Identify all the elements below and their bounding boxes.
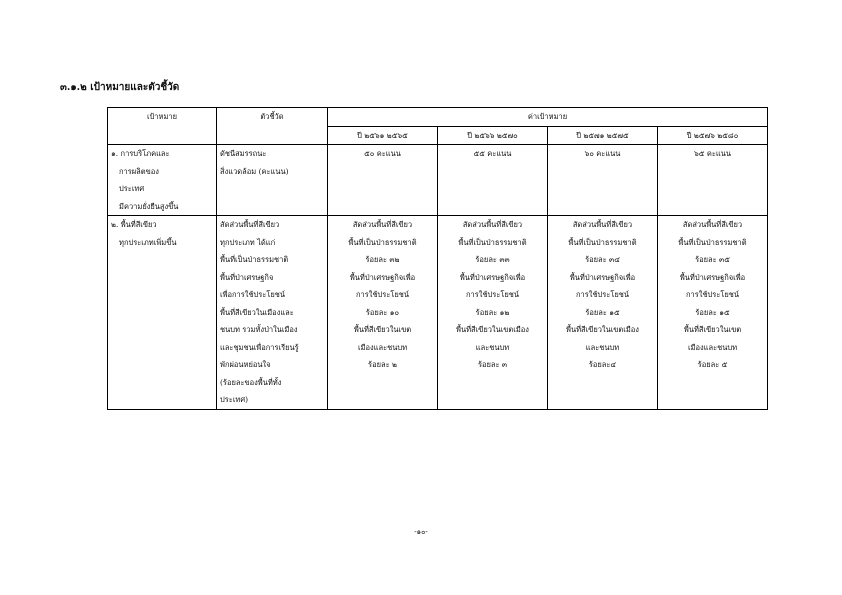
target-line: เมืองและชนบท <box>687 342 738 352</box>
indicator-line: ดัชนีสมรรถนะ <box>220 149 267 158</box>
target-cell <box>548 216 658 410</box>
indicator-line: (ร้อยละของพื้นที่ทั้ง <box>220 377 282 387</box>
target-cell <box>328 145 438 216</box>
goal-line: ทุกประเภทเพิ่มขึ้น <box>119 237 177 247</box>
target-line: สัดส่วนพื้นที่สีเขียว <box>352 220 413 229</box>
header-target-value: ค่าเป้าหมาย <box>328 108 768 127</box>
goal-line: มีความยั่งยืนสูงขึ้น <box>119 201 179 211</box>
indicator-line: ชนบท รวมทั้งป่าในเมือง <box>220 325 298 334</box>
target-line: ร้อยละ ๑๒ <box>475 307 510 317</box>
indicator-line: พื้นที่เป็นป่าธรรมชาติ <box>220 255 289 264</box>
goal-line: ประเทศ <box>119 184 145 193</box>
target-cell <box>658 216 768 410</box>
target-line: ร้อยละ ๓๒ <box>365 255 400 264</box>
target-line: ร้อยละ ๓ <box>477 360 508 369</box>
indicator-line: เพื่อการใช้ประโยชน์ <box>220 290 286 299</box>
table-row <box>108 216 768 410</box>
target-line: ๕๐ คะแนน <box>364 149 401 158</box>
target-line: และชนบท <box>475 342 510 352</box>
header-goal: เป้าหมาย <box>108 108 217 145</box>
target-line: พื้นที่ป่าเศรษฐกิจเพื่อ <box>459 272 526 282</box>
table-row <box>108 145 768 216</box>
target-line: สัดส่วนพื้นที่สีเขียว <box>572 220 633 229</box>
target-line: พื้นที่ป่าเศรษฐกิจเพื่อ <box>569 272 636 282</box>
header-period-3: ปี ๒๕๗๑ ๒๕๗๕ <box>548 126 658 145</box>
target-line: การใช้ประโยชน์ <box>576 290 629 299</box>
target-line: เมืองและชนบท <box>357 342 408 352</box>
goal-line: ๑. การบริโภคและ <box>111 149 170 158</box>
indicator-line: และชุมชนเพื่อการเรียนรู้ <box>220 342 299 352</box>
target-line: พื้นที่เป็นป่าธรรมชาติ <box>568 237 637 247</box>
target-line: สัดส่วนพื้นที่สีเขียว <box>462 220 523 229</box>
indicator-line: สิ่งแวดล้อม (คะแนน) <box>220 166 289 176</box>
target-cell <box>328 216 438 410</box>
section-heading: ๓.๑.๒ เป้าหมายและตัวชี้วัด <box>60 82 180 93</box>
target-line: พื้นที่สีเขียวในเขตเมือง <box>566 325 639 334</box>
target-line: ร้อยละ ๑๐ <box>365 307 400 317</box>
target-line: ๖๕ คะแนน <box>694 149 731 158</box>
target-line: พื้นที่สีเขียวในเขต <box>353 325 412 334</box>
header-period-4: ปี ๒๕๗๖ ๒๕๘๐ <box>658 126 768 145</box>
goals-indicators-table <box>107 107 768 410</box>
target-line: ร้อยละ ๓๕ <box>695 255 730 264</box>
target-line: พื้นที่เป็นป่าธรรมชาติ <box>348 237 417 247</box>
indicator-line: พักผ่อนหย่อนใจ <box>220 360 271 369</box>
target-cell <box>658 145 768 216</box>
target-line: ร้อยละ ๑๕ <box>695 307 730 317</box>
goal-cell <box>108 216 217 410</box>
goal-cell <box>108 145 217 216</box>
target-line: สัดส่วนพื้นที่สีเขียว <box>682 220 743 229</box>
indicator-line: พื้นที่ป่าเศรษฐกิจ <box>220 272 274 282</box>
target-line: พื้นที่สีเขียวในเขต <box>683 325 742 334</box>
target-line: ร้อยละ ๓๓ <box>475 255 510 264</box>
target-line: ร้อยละ๔ <box>588 360 617 369</box>
indicator-cell <box>217 145 328 216</box>
target-line: ร้อยละ ๒ <box>368 360 397 369</box>
target-line: ร้อยละ ๓๔ <box>585 255 620 264</box>
target-line: พื้นที่ป่าเศรษฐกิจเพื่อ <box>679 272 746 282</box>
target-line: การใช้ประโยชน์ <box>356 290 409 299</box>
target-line: และชนบท <box>585 342 620 352</box>
target-line: ๕๕ คะแนน <box>473 149 512 158</box>
indicator-cell <box>217 216 328 410</box>
goal-line: ๒. พื้นที่สีเขียว <box>111 220 157 229</box>
target-line: พื้นที่เป็นป่าธรรมชาติ <box>458 237 527 247</box>
goal-line: การผลิตของ <box>119 166 159 176</box>
indicator-line: ทุกประเภท ได้แก่ <box>220 237 276 247</box>
target-line: ร้อยละ ๕ <box>697 360 728 369</box>
target-cell <box>438 216 548 410</box>
target-line: การใช้ประโยชน์ <box>686 290 739 299</box>
target-line: การใช้ประโยชน์ <box>466 290 519 299</box>
target-line: พื้นที่ป่าเศรษฐกิจเพื่อ <box>349 272 416 282</box>
indicator-line: สัดส่วนพื้นที่สีเขียว <box>220 220 280 229</box>
target-line: พื้นที่เป็นป่าธรรมชาติ <box>678 237 747 247</box>
header-period-1: ปี ๒๕๖๑ ๒๕๖๕ <box>328 126 438 145</box>
target-cell <box>548 145 658 216</box>
target-cell <box>438 145 548 216</box>
target-line: พื้นที่สีเขียวในเขตเมือง <box>456 325 529 334</box>
header-indicator: ตัวชี้วัด <box>217 108 328 145</box>
indicator-line: ประเทศ) <box>220 395 249 404</box>
header-period-2: ปี ๒๕๖๖ ๒๕๗๐ <box>438 126 548 145</box>
target-line: ร้อยละ ๑๕ <box>585 307 620 317</box>
target-line: ๖๐ คะแนน <box>584 149 621 158</box>
page-number: -๑๐- <box>414 528 428 536</box>
indicator-line: พื้นที่สีเขียวในเมืองและ <box>220 307 294 317</box>
